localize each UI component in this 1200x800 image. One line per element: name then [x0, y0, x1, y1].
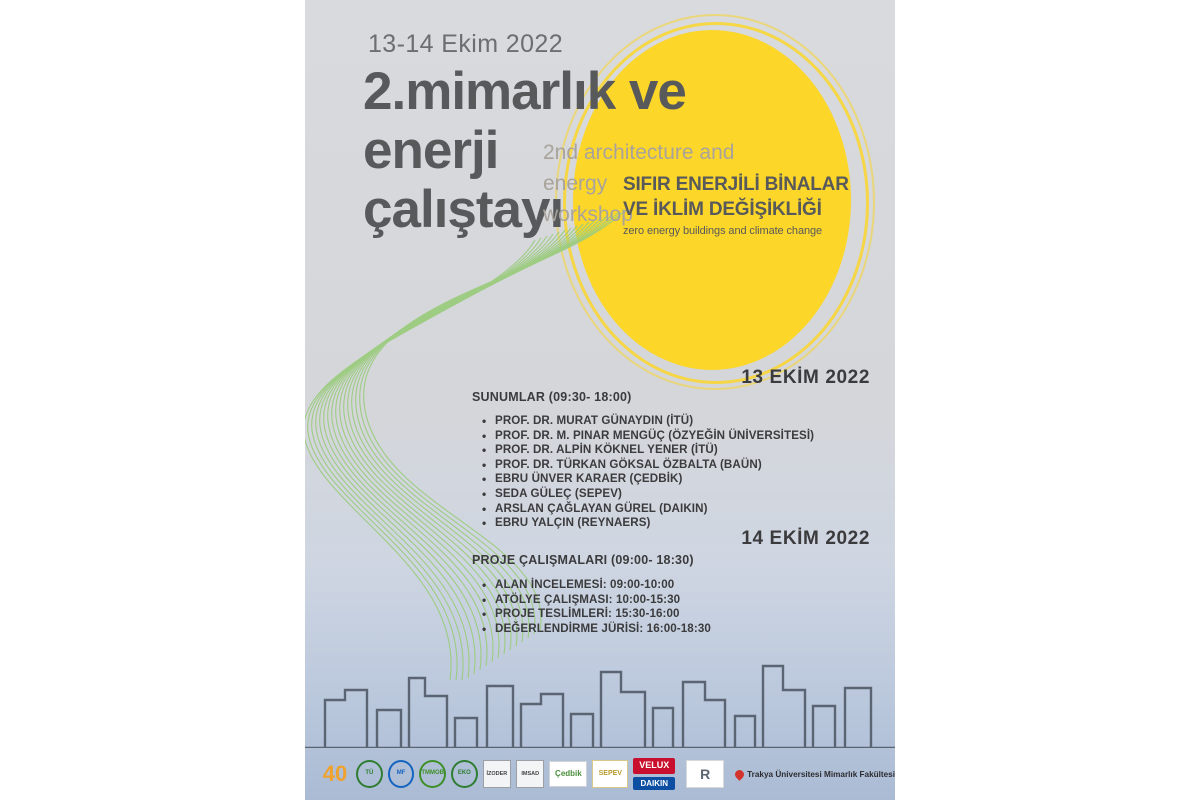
daikin-logo: DAIKIN: [633, 777, 675, 790]
subtitle-line-1: 2nd architecture and: [543, 141, 735, 164]
logo-circle-4: EKO: [451, 760, 478, 788]
list-item: • SEDA GÜLEÇ (SEPEV): [495, 487, 814, 502]
list-item: • PROJE TESLİMLERİ: 15:30-16:00: [495, 607, 711, 622]
list-item: • ARSLAN ÇAĞLAYAN GÜREL (DAIKIN): [495, 502, 814, 517]
subtitle-line-2: energy: [543, 172, 608, 195]
logo-box-1: İZODER: [483, 760, 511, 788]
poster-title-line-1: 2.mimarlık ve: [363, 62, 686, 121]
day1-speaker-list: [477, 414, 814, 531]
list-item: • PROF. DR. ALPİN KÖKNEL YENER (İTÜ): [495, 443, 814, 458]
city-skyline-graphic: [305, 638, 895, 748]
logo-circle-1: TÜ: [356, 760, 383, 788]
map-pin-icon: [733, 768, 746, 781]
reynaers-mark: R: [700, 765, 711, 782]
poster-title-line-2: enerji: [363, 121, 499, 180]
poster-theme-turkish: [623, 172, 863, 222]
list-item: • PROF. DR. MURAT GÜNAYDIN (İTÜ): [495, 414, 814, 429]
venue-location: [735, 770, 895, 779]
velux-daikin-logos: [633, 758, 680, 790]
velux-logo: VELUX: [633, 758, 675, 774]
sepev-logo: SEPEV: [592, 760, 628, 788]
subtitle-line-3: workshop: [543, 203, 633, 226]
list-item: • EBRU ÜNVER KARAER (ÇEDBİK): [495, 472, 814, 487]
poster-theme-english: zero energy buildings and climate change: [623, 225, 823, 237]
list-item: • EBRU YALÇIN (REYNAERS): [495, 516, 814, 531]
theme-line-1: SIFIR ENERJİLİ BİNALAR: [623, 174, 849, 195]
day1-heading: 13 EKİM 2022: [741, 367, 870, 388]
list-item: • PROF. DR. M. PINAR MENGÜÇ (ÖZYEĞİN ÜNİVERSİTESİ): [495, 429, 814, 444]
poster-title-line-3: çalıştayı: [363, 180, 564, 239]
venue-location-label: Trakya Üniversitesi Mimarlık Fakültesi: [747, 769, 895, 779]
poster: [305, 0, 895, 800]
reynaers-logo: [686, 760, 724, 788]
list-item: • DEĞERLENDİRME JÜRİSİ: 16:00-18:30: [495, 622, 711, 637]
day2-heading: 14 EKİM 2022: [741, 528, 870, 549]
list-item: • PROF. DR. TÜRKAN GÖKSAL ÖZBALTA (BAÜN): [495, 458, 814, 473]
logo-circle-2: MF: [388, 760, 415, 788]
day2-section-title: PROJE ÇALIŞMALARI (09:00- 18:30): [472, 553, 694, 567]
logo-box-2: IMSAD: [516, 760, 544, 788]
list-item: • ATÖLYE ÇALIŞMASI: 10:00-15:30: [495, 593, 711, 608]
logo-circle-3: TMMOB: [419, 760, 446, 788]
cedbik-logo: Çedbik: [549, 761, 587, 787]
list-item: • ALAN İNCELEMESİ: 09:00-10:00: [495, 578, 711, 593]
anniversary-40-logo: 40: [322, 761, 348, 787]
theme-line-2: VE İKLİM DEĞİŞİKLİĞİ: [623, 199, 822, 220]
poster-footer-logos: [305, 748, 895, 800]
day2-schedule-list: [477, 578, 711, 636]
poster-top-date: 13-14 Ekim 2022: [368, 30, 564, 58]
day1-section-title: SUNUMLAR (09:30- 18:00): [472, 390, 632, 404]
